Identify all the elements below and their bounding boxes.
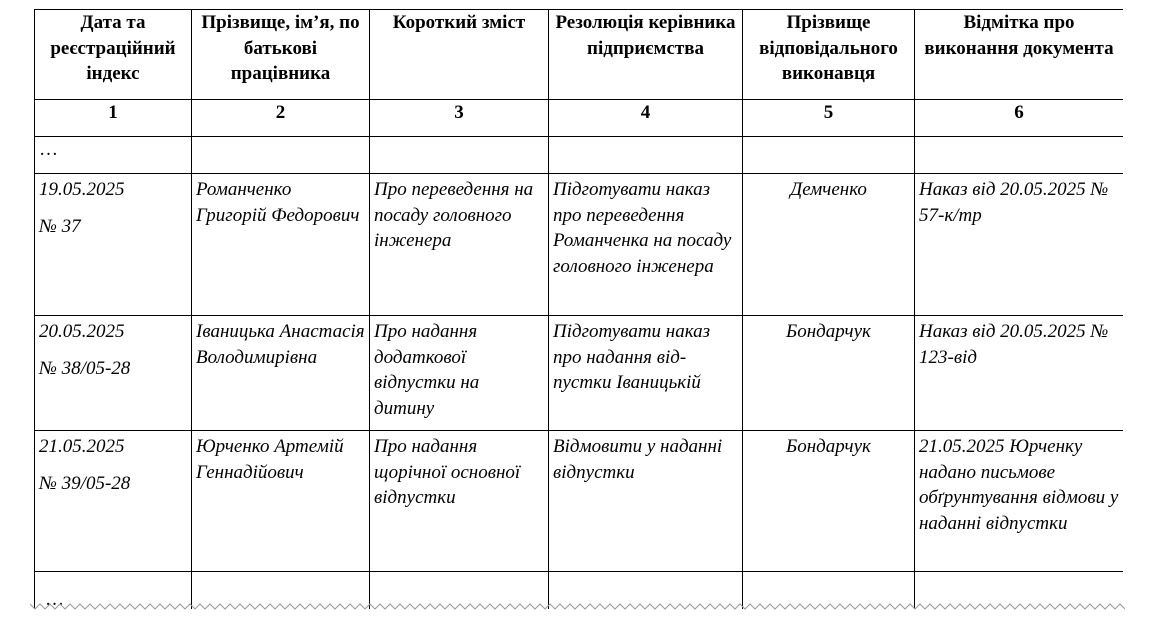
column-number: 3 <box>370 100 549 137</box>
empty-cell <box>915 137 1124 174</box>
registration-index: № 38/05-28 <box>39 357 131 379</box>
empty-cell <box>370 137 549 174</box>
execution-mark-cell: 21.05.2025 Юрченку надано письмове обґрунтування відмови у наданні відпустки <box>915 431 1124 572</box>
executor-cell: Бондарчук <box>743 431 915 572</box>
summary-cell: Про надання щорічної основної відпустки <box>370 431 549 572</box>
date-index-cell <box>35 431 192 572</box>
empty-cell <box>192 137 370 174</box>
column-number: 1 <box>35 100 192 137</box>
executor-cell: Демченко <box>743 174 915 316</box>
registration-index: № 39/05-28 <box>39 472 131 494</box>
header-resolution: Резолюція керівника підприємства <box>549 10 743 100</box>
employee-name-cell: Іваницька Анастасія Володимирівна <box>192 316 370 431</box>
column-number-row <box>35 100 1124 137</box>
column-number: 4 <box>549 100 743 137</box>
empty-cell <box>743 137 915 174</box>
column-number: 6 <box>915 100 1124 137</box>
registration-index: № 37 <box>39 215 81 237</box>
execution-mark-cell: Наказ від 20.05.2025 № 123-від <box>915 316 1124 431</box>
ellipsis-cell: … <box>35 137 192 174</box>
header-summary: Короткий зміст <box>370 10 549 100</box>
registration-table <box>34 9 1123 609</box>
summary-cell: Про надання додаткової відпустки на дитину <box>370 316 549 431</box>
registration-date: 19.05.2025 <box>39 179 125 200</box>
header-employee-name: Прізвище, ім’я, по батькові працівника <box>192 10 370 100</box>
table-row <box>35 431 1124 572</box>
execution-mark-cell: Наказ від 20.05.2025 № 57-к/тр <box>915 174 1124 316</box>
resolution-cell: Підготувати наказ про надання від-пустки Іваницькій <box>549 316 743 431</box>
ellipsis-cell: … <box>35 572 192 610</box>
employee-name-cell: Романченко Григорій Федорович <box>192 174 370 316</box>
torn-edge <box>30 600 1125 614</box>
torn-edge-line <box>30 604 1125 609</box>
date-index-cell <box>35 174 192 316</box>
header-row <box>35 10 1124 100</box>
executor-cell: Бондарчук <box>743 316 915 431</box>
column-number: 2 <box>192 100 370 137</box>
header-date-index: Дата та реєстраційний індекс <box>35 10 192 100</box>
employee-name-cell: Юрченко Артемій Геннадійович <box>192 431 370 572</box>
header-executor: Прізвище відповідального виконавця <box>743 10 915 100</box>
resolution-cell: Підготувати наказ про переведення Романченка на посаду головного інженера <box>549 174 743 316</box>
table-row <box>35 316 1124 431</box>
registration-date: 20.05.2025 <box>39 321 125 342</box>
resolution-cell: Відмовити у наданні відпустки <box>549 431 743 572</box>
empty-cell <box>549 137 743 174</box>
summary-cell: Про переведення на посаду головного інженера <box>370 174 549 316</box>
header-execution-mark: Відмітка про виконання документа <box>915 10 1124 100</box>
date-index-cell <box>35 316 192 431</box>
column-number: 5 <box>743 100 915 137</box>
registration-date: 21.05.2025 <box>39 436 125 457</box>
ellipsis-row-top <box>35 137 1124 174</box>
document-sheet <box>34 9 1123 609</box>
table-row <box>35 174 1124 316</box>
